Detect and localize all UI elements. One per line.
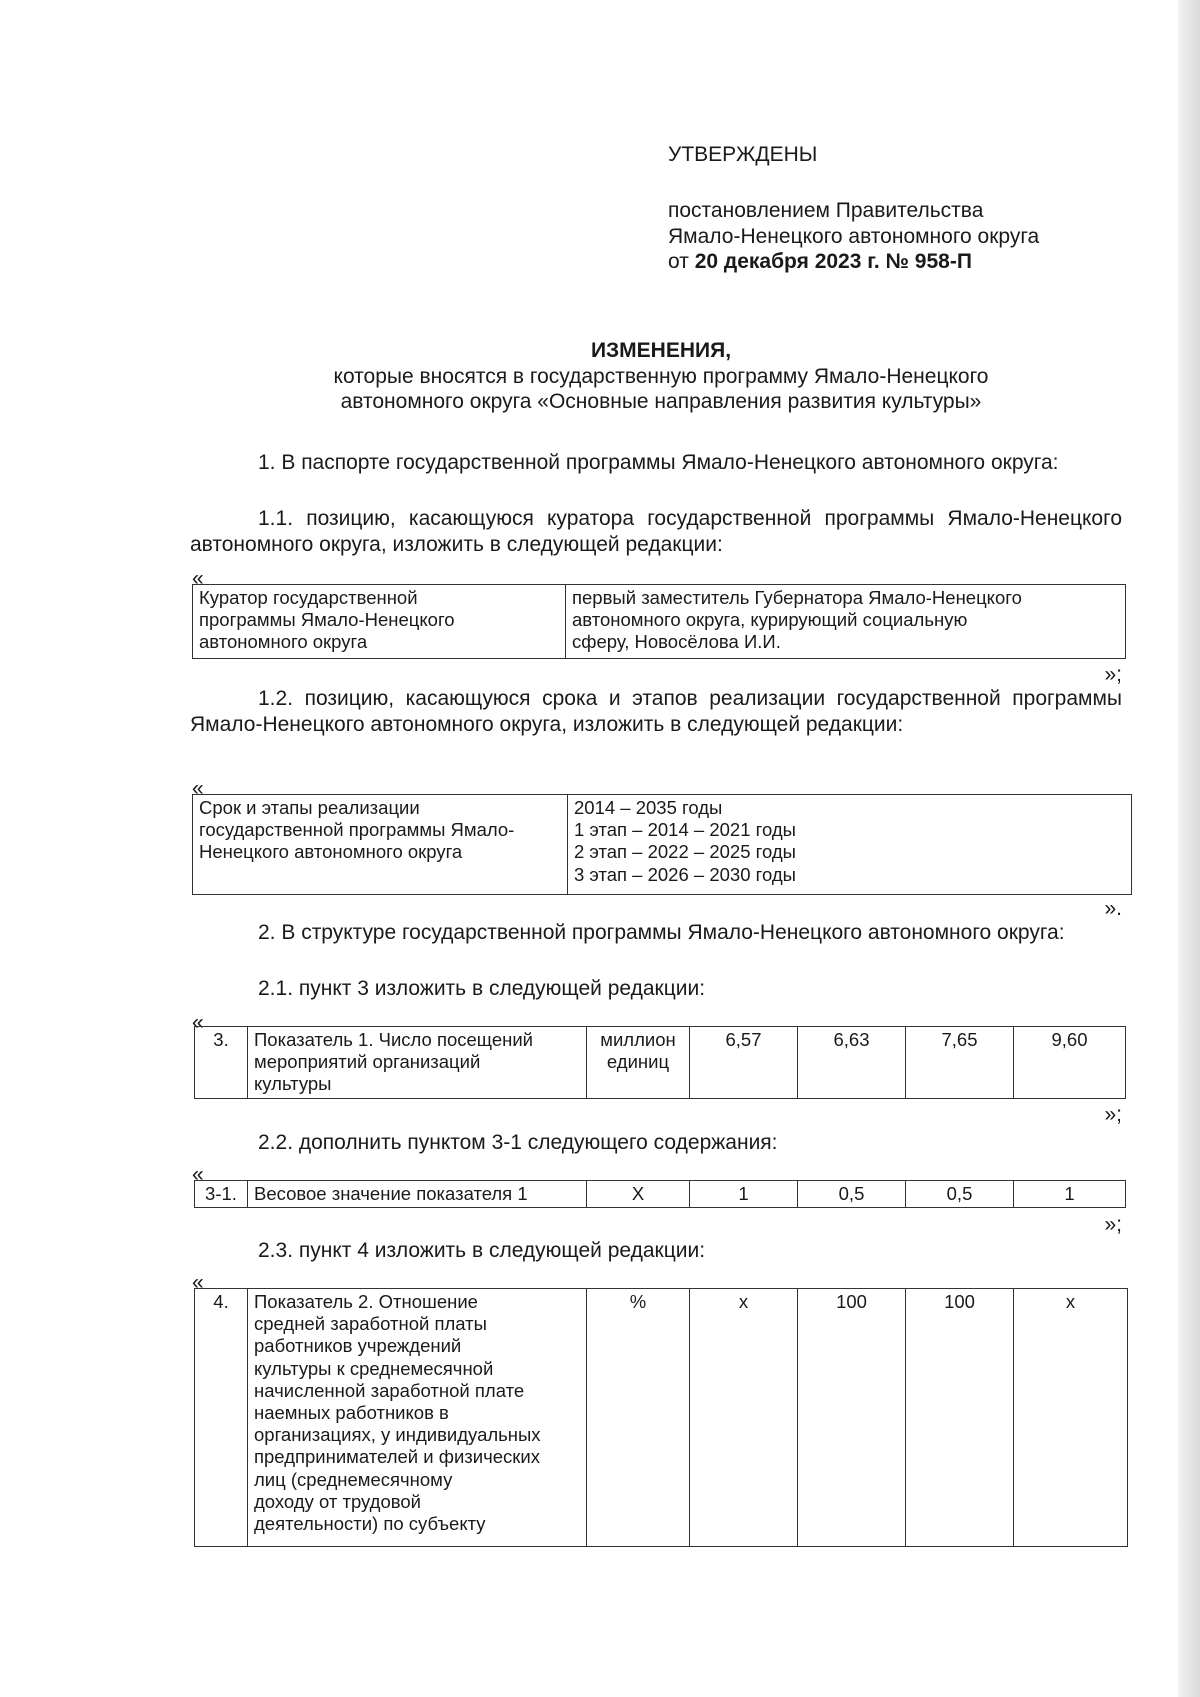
indicator-table-row-4 [194,1288,1128,1547]
indicator-value: 1 [1014,1181,1126,1208]
indicator-value: 6,57 [690,1027,798,1099]
indicator-value: 6,63 [798,1027,906,1099]
indicator-name: Весовое значение показателя 1 [248,1181,587,1208]
indicator-unit: миллион единиц [587,1027,690,1099]
title-line-1: которые вносятся в государственную программу Ямало-Ненецкого [333,364,989,388]
row-number: 3. [195,1027,248,1099]
indicator-value: 7,65 [906,1027,1014,1099]
quote-open: « [192,1163,204,1186]
approval-line-2: Ямало-Ненецкого автономного округа [668,224,1040,248]
table-row [195,1027,1126,1099]
section-1-2: 1.2. позицию, касающуюся срока и этапов реализации государственной программы Ямало-Ненецкого автономного округа, изложить в следующей редакции: [190,687,1122,736]
indicator-value: 9,60 [1014,1027,1126,1099]
term-table [192,794,1132,895]
quote-close: »; [1104,663,1122,686]
quote-close: »; [1104,1103,1122,1126]
indicator-value: 100 [798,1289,906,1547]
page-edge-shadow [1178,0,1200,1697]
indicator-name: Показатель 1. Число посещений мероприятий организаций культуры [248,1027,587,1099]
quote-open: « [192,567,204,590]
approval-block [668,198,1148,275]
indicator-value: 0,5 [798,1181,906,1208]
indicator-value: 1 [690,1181,798,1208]
indicator-unit: Х [587,1181,690,1208]
title-line-2: автономного округа «Основные направления развития культуры» [340,390,982,414]
row-number: 3-1. [195,1181,248,1208]
table-row [195,1289,1128,1547]
section-1: 1. В паспорте государственной программы Ямало-Ненецкого автономного округа: [258,451,1059,474]
approval-date-text: 20 декабря 2023 г. № 958-П [694,250,972,274]
indicator-value: 100 [906,1289,1014,1547]
term-value: 2014 – 2035 годы 1 этап – 2014 – 2021 годы 2 этап – 2022 – 2025 годы 3 этап – 2026 – 2030 годы [568,795,1132,895]
approval-line-1: постановлением Правительства [668,199,984,222]
title-heading: ИЗМЕНЕНИЯ, [590,339,732,362]
section-2-3: 2.3. пункт 4 изложить в следующей редакции: [258,1239,706,1262]
quote-open: « [192,1011,204,1034]
indicator-table-row-3-1 [194,1180,1126,1208]
indicator-name: Показатель 2. Отношение средней заработной платы работников учреждений культуры к среднемесячной начисленной заработной плате наемных работников в организациях, у индивидуальных предпринимателей и физических лиц (среднемесячному доходу от трудовой деятельности) по субъекту [248,1289,587,1547]
curator-table [192,584,1126,659]
section-2-1: 2.1. пункт 3 изложить в следующей редакции: [258,977,706,1000]
indicator-value: х [1014,1289,1128,1547]
curator-value: первый заместитель Губернатора Ямало-Ненецкого автономного округа, курирующий социальную сферу, Новосёлова И.И. [566,585,1126,659]
section-2: 2. В структуре государственной программы Ямало-Ненецкого автономного округа: [258,921,1065,944]
table-row [195,1181,1126,1208]
curator-label: Куратор государственной программы Ямало-Ненецкого автономного округа [193,585,566,659]
document-title [190,338,1132,415]
approval-date [668,249,1148,275]
section-2-2: 2.2. дополнить пунктом 3-1 следующего содержания: [258,1131,778,1154]
quote-close: »; [1104,1213,1122,1236]
indicator-unit: % [587,1289,690,1547]
indicator-value: х [690,1289,798,1547]
quote-open: « [192,777,204,800]
indicator-table-row-3 [194,1026,1126,1099]
quote-close: ». [1104,897,1122,920]
approval-date-prefix: от [668,250,689,274]
approval-heading: УТВЕРЖДЕНЫ [668,143,818,166]
term-label: Срок и этапы реализации государственной программы Ямало- Ненецкого автономного округа [193,795,568,895]
row-number: 4. [195,1289,248,1547]
quote-open: « [192,1271,204,1294]
indicator-value: 0,5 [906,1181,1014,1208]
section-1-1: 1.1. позицию, касающуюся куратора государственной программы Ямало-Ненецкого автономного округа, изложить в следующей редакции: [190,507,1122,556]
